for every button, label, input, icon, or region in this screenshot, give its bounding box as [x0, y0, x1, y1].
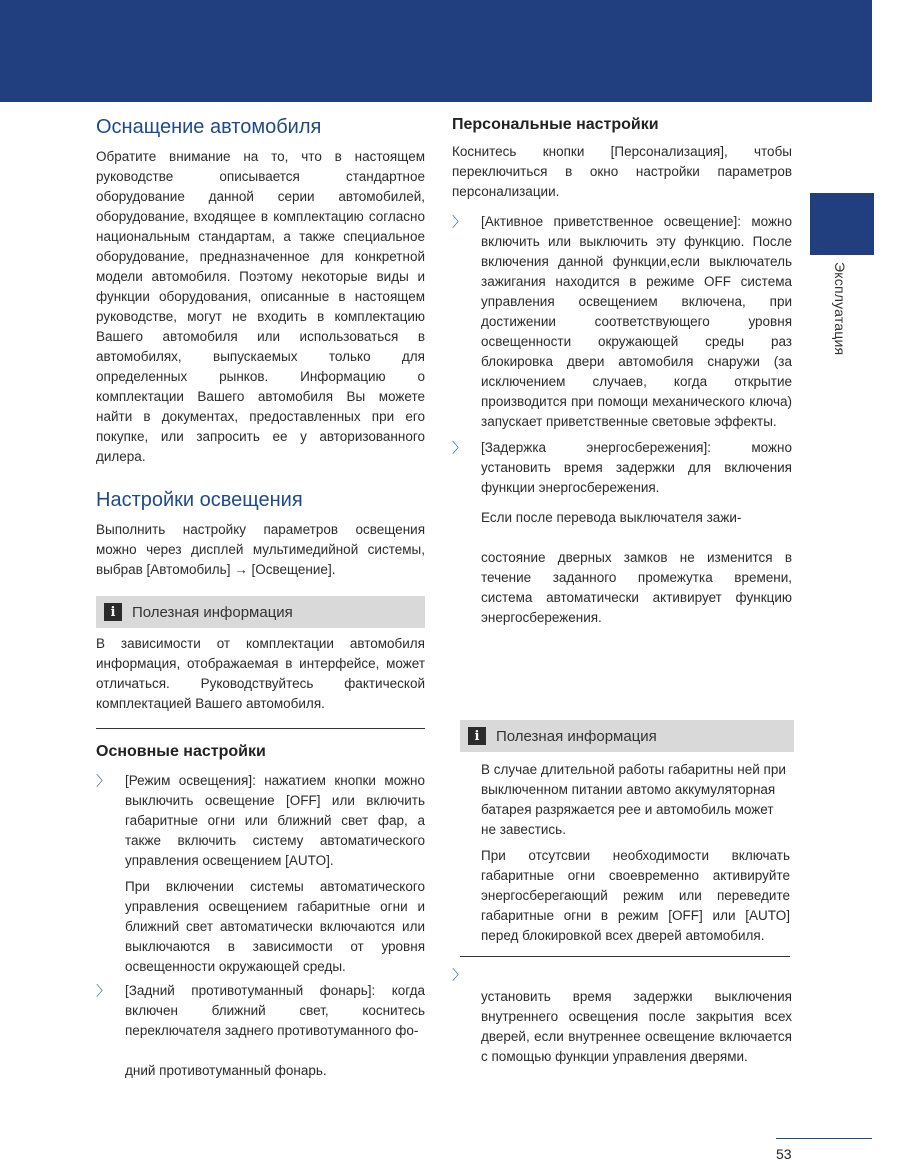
list-item: [452, 212, 792, 432]
chevron-right-icon: 〉: [452, 967, 466, 983]
section-title-personal: Персональные настройки: [452, 116, 659, 133]
footer-rule: [776, 1138, 872, 1139]
section-title-equipment: Оснащение автомобиля: [96, 116, 322, 138]
info-box-2: [460, 720, 794, 752]
header-band: [0, 0, 872, 102]
page-number: 53: [776, 1146, 792, 1162]
section-title-lighting: Настройки освещения: [96, 489, 303, 511]
basic-bullet-2: [Задний противотуманный фонарь]: когда включен ближний свет, коснитесь переключателя заднего противотуманного фо-: [125, 983, 425, 1038]
list-item: [452, 965, 792, 1067]
info-box-1: [96, 596, 425, 628]
divider: [96, 728, 425, 729]
chevron-right-icon: 〉: [452, 440, 466, 456]
info-icon: i: [104, 603, 122, 621]
list-item: [452, 438, 792, 628]
info-box-2-body: [452, 760, 792, 946]
equipment-text: Обратите внимание на то, что в настоящем руководстве описывается стандартное оборудование данной серии автомобилей, оборудование, входящее в комплектацию согласно национальным стандартам, а также специальное оборудование, предназначенное для конкретной модели автомобиля. Поэтому некоторые виды и функции оборудования, описанные в настоящем руководстве, могут не входить в комплектацию Вашего автомобиля или использоваться в автомобилях, выпускаемых только для определенных рынков. Информацию о комплектации Вашего автомобиля Вы можете найти в документах, предоставленных при его покупке, или запросить ее у авторизованного дилера.: [96, 149, 425, 464]
chevron-right-icon: 〉: [96, 773, 110, 789]
info-box-1-label: Полезная информация: [132, 603, 293, 621]
info-box-2-text-1: В случае длительной работы габаритны ней при выключенном питании автомо аккумуляторная батарея разряжается рее и автомобиль может не завестись.: [481, 762, 786, 837]
right-column: [452, 112, 792, 1067]
lighting-text: Выполнить настройку параметров освещения можно через дисплей мультимедийной системы, выбрав [Автомобиль] → [Освещение].: [96, 522, 425, 577]
left-column: [96, 112, 425, 1081]
chapter-tab: [810, 193, 874, 255]
chapter-tab-label: Эксплуатация: [832, 262, 848, 356]
section-title-basic: Основные настройки: [96, 743, 266, 760]
chevron-right-icon: 〉: [96, 983, 110, 999]
info-box-1-text: В зависимости от комплектации автомобиля информация, отображаемая в интерфейсе, может отличаться. Руководствуйтесь фактической комплектацией Вашего автомобиля.: [96, 636, 425, 711]
basic-bullet-1-extra: При включении системы автоматического управления освещением габаритные огни и ближний свет автоматически включаются или выключаются в зависимости от уровня освещенности окружающей среды.: [125, 879, 425, 974]
basic-bullet-1: [Режим освещения]: нажатием кнопки можно выключить освещение [OFF] или включить габаритные огни или ближний свет фар, а также включить систему автоматического управления освещением [AUTO].: [125, 773, 425, 868]
chevron-right-icon: 〉: [452, 214, 466, 230]
personal-bullet-3: установить время задержки выключения внутреннего освещения после закрытия всех дверей, если внутреннее освещение включается с помощью функции управления дверями.: [481, 989, 792, 1064]
personal-bullet-1: [Активное приветственное освещение]: можно включить или выключить эту функцию. После включения данной функции,если выключатель зажигания находится в режиме OFF система управления освещением включена, при достижении соответствующего уровня освещенности окружающей среды раз блокировка двери автомобиля снаружи (за исключением случаев, когда открытие производится при помощи механического ключа) запускает приветственные световые эффекты.: [481, 214, 792, 429]
divider: [460, 956, 790, 957]
info-icon: i: [468, 727, 486, 745]
personal-bullet-2: [Задержка энергосбережения]: можно установить время задержки для включения функции энергосбережения.: [481, 440, 792, 495]
personal-bullet-2-extra-b: состояние дверных замков не изменится в течение заданного промежутка времени, система автоматически активирует функцию энергосбережения.: [481, 550, 792, 625]
list-item: [96, 981, 425, 1081]
info-box-2-label: Полезная информация: [496, 727, 657, 745]
info-box-2-text-2: При отсутсвии необходимости включать габаритные огни своевременно активируйте энергосберегающий режим или переведите габаритные огни в режим [OFF] или [AUTO] перед блокировкой всех дверей автомобиля.: [481, 848, 790, 943]
basic-bullet-2-tail: дний противотуманный фонарь.: [125, 1063, 327, 1078]
personal-bullet-2-extra-a: Если после перевода выключателя зажи-: [481, 510, 742, 525]
list-item: [96, 771, 425, 977]
personal-text: Коснитесь кнопки [Персонализация], чтобы переключиться в окно настройки параметров персонализации.: [452, 144, 792, 199]
